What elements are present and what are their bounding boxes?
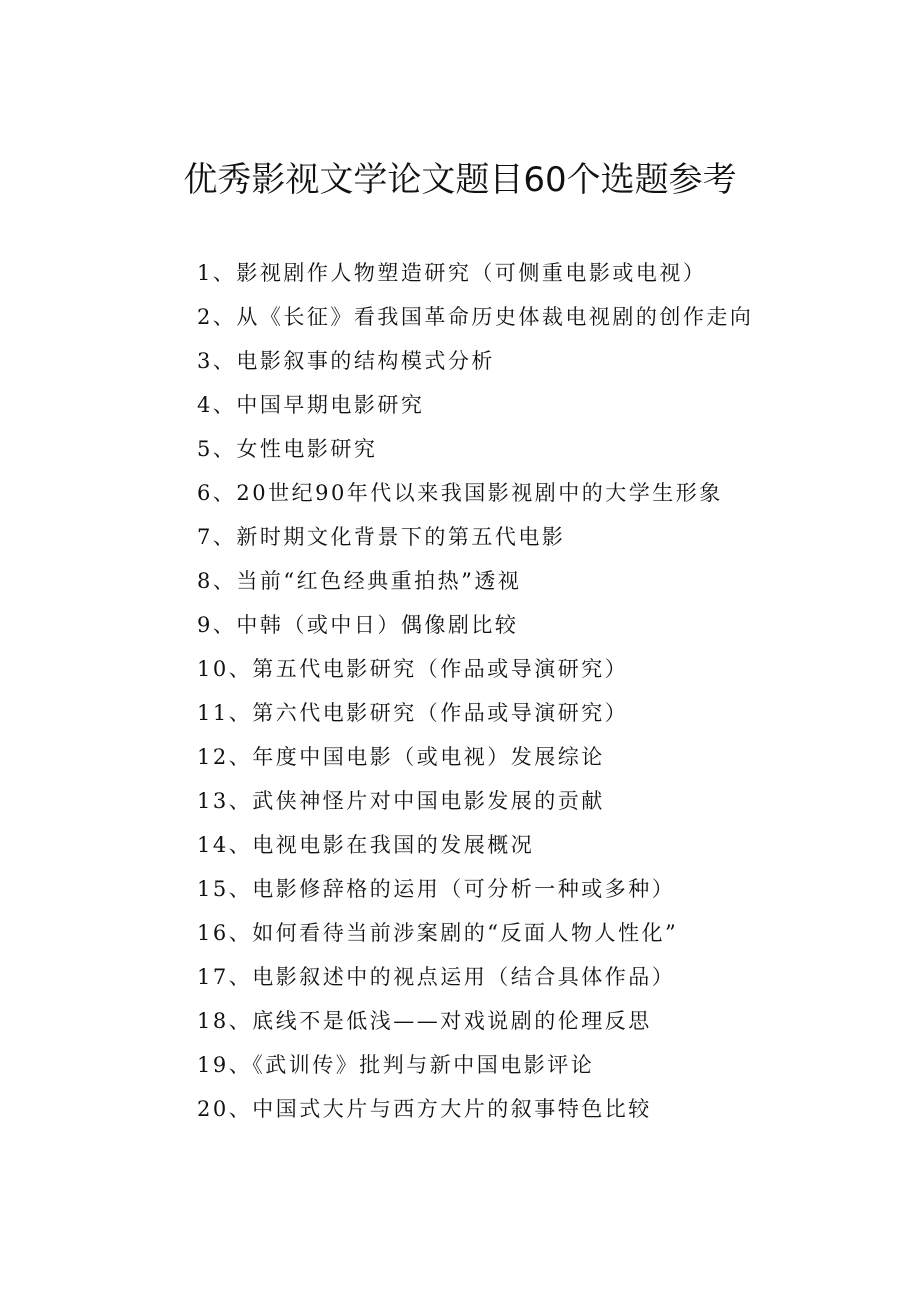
topic-item: 8、当前“红色经典重拍热”透视 [197, 569, 522, 593]
topic-item: 11、第六代电影研究（作品或导演研究） [197, 701, 629, 725]
topic-item: 1、影视剧作人物塑造研究（可侧重电影或电视） [197, 261, 707, 285]
topic-item: 4、中国早期电影研究 [197, 393, 425, 417]
document-title: 优秀影视文学论文题目60个选题参考 [183, 160, 737, 200]
topic-item: 13、武侠神怪片对中国电影发展的贡献 [197, 789, 605, 813]
topic-item: 5、女性电影研究 [197, 437, 378, 461]
topic-item: 19、《武训传》批判与新中国电影评论 [197, 1053, 595, 1077]
topic-item: 17、电影叙述中的视点运用（结合具体作品） [197, 965, 676, 989]
topic-item: 6、20世纪90年代以来我国影视剧中的大学生形象 [197, 481, 723, 505]
topic-item: 2、从《长征》看我国革命历史体裁电视剧的创作走向 [197, 305, 754, 329]
topic-item: 15、电影修辞格的运用（可分析一种或多种） [197, 877, 676, 901]
topic-item: 20、中国式大片与西方大片的叙事特色比较 [197, 1097, 652, 1121]
topic-list [197, 251, 897, 1131]
topic-item: 12、年度中国电影（或电视）发展综论 [197, 745, 605, 769]
topic-item: 16、如何看待当前涉案剧的“反面人物人性化” [197, 921, 679, 945]
topic-item: 9、中韩（或中日）偶像剧比较 [197, 613, 519, 637]
topic-item: 18、底线不是低浅——对戏说剧的伦理反思 [197, 1009, 652, 1033]
topic-item: 3、电影叙事的结构模式分析 [197, 349, 495, 373]
topic-item: 14、电视电影在我国的发展概况 [197, 833, 535, 857]
topic-item: 7、新时期文化背景下的第五代电影 [197, 525, 566, 549]
topic-item: 10、第五代电影研究（作品或导演研究） [197, 657, 629, 681]
